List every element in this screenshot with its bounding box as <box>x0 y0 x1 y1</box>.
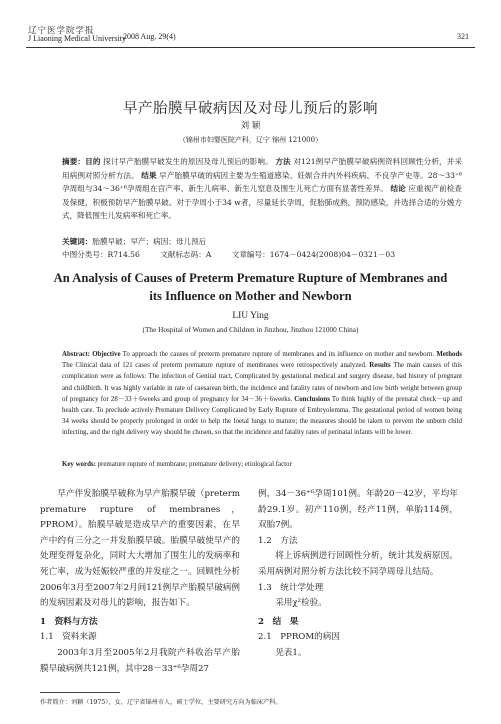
section-2-1-text: 见表1。 <box>275 647 307 658</box>
results-text-cn: 早产胎膜早破的病因主要为生殖道感染、妊娠合并内外科疾病、不良孕产史等。28～33⁺⁶孕周组与34～36⁺⁶孕周组在宫产率、新生儿病率、新生儿窒息及围生儿死亡方面有显著性差异。 <box>62 170 462 193</box>
footnote-rule <box>40 692 120 693</box>
body-column-right <box>258 487 458 662</box>
section-1-1-heading: 1.1 资料来源 <box>40 632 97 643</box>
keywords-text-en: premature rupture of membrane; premature delivery; etiological factor <box>97 461 292 468</box>
article-title-en <box>0 270 501 305</box>
results-text-en: The main causes of this complication were as follows: The infection of Genital tract, Complicated by gestational medical and surgery disease, bad history of pregnant and childbirth. It was highly variable in rate of caesarean birth, the incidence and fatality rates of newborn and low birth weight between group of pregnancy for 28－33＋6weeks and group of pregnancy for 34－36＋6weeks. <box>62 362 462 403</box>
results-label-cn: 结果 <box>141 170 157 180</box>
section-1-heading: 1 资料与方法 <box>40 616 98 627</box>
section-1-2-text: 将上诉病例进行回顾性分析，统计其发病原因。采用病例对照分析方法比较不同孕周母儿结局。 <box>258 551 458 577</box>
objective-label-cn: 目的 <box>85 157 101 166</box>
keywords-label-cn: 关键词： <box>62 237 93 246</box>
clc-number: 中图分类号：R714.56 <box>62 250 140 259</box>
keywords-en <box>62 461 482 468</box>
article-title-en-line1: An Analysis of Causes of Preterm Premature Rupture of Membranes and <box>53 271 448 285</box>
objective-label-en: Objective <box>92 351 121 358</box>
author-footnote: 作者简介：刘颖（1975），女，辽宁省锦州市人，硕士学位，主要研究方向为临床产科。 <box>40 699 282 706</box>
section-1-3-text: 采用χ²检验。 <box>275 598 327 609</box>
journal-issue: 2008 Aug. 29(4) <box>123 32 176 41</box>
objective-text-cn: 探讨早产胎膜早破发生的原因及母儿预后的影响。 <box>103 157 273 166</box>
section-2-heading: 2 结 果 <box>258 616 299 627</box>
abstract-cn <box>62 155 462 223</box>
conclusion-label-cn: 结论 <box>390 184 406 193</box>
article-title-en-line2: its Influence on Mother and Newborn <box>149 288 352 303</box>
abstract-en <box>62 349 462 439</box>
author-en: LIU Ying <box>232 311 269 321</box>
article-title-cn: 早产胎膜早破病因及对母儿预后的影响 <box>123 101 378 117</box>
abstract-label-cn: 摘要： <box>62 157 86 166</box>
page-number: 321 <box>457 32 469 41</box>
section-2-1-heading: 2.1 PPROM的病因 <box>258 632 340 643</box>
author-cn: 刘 颖 <box>240 121 261 131</box>
methods-label-cn: 方法 <box>275 157 291 166</box>
conclusion-text-en: To think highly of the prenatal check－up and health care. To preclude actively Premature Delivery Complicated by Early Rupture of Embryolemma. The gestational period of women being 34 weeks should be properly prolonged in order to help the foetal lungs to mature; the measures should be taken to prevent the unborn child infecting, and the right delivery way should be chosen, so that the incidence and fatality rates of perinatal infants will be lower. <box>62 395 463 437</box>
keywords-cn <box>62 236 206 247</box>
keywords-label-en: Key words: <box>62 461 96 468</box>
journal-name-en: J Liaoning Medical University <box>28 34 126 43</box>
document-code: 文献标志码：A <box>160 250 212 259</box>
section-1-3-heading: 1.3 统计学处理 <box>258 582 324 593</box>
methods-text-en: The Clinical data of 121 cases of preterm premature rupture of membranes were retrospectively analyzed. <box>62 362 367 370</box>
journal-name-cn: 辽宁医学院学报 <box>28 26 95 36</box>
methods-text-cn: 对121例早产胎膜早破病例资料回顾性分析，并采用病例对照分析方法。 <box>62 157 463 180</box>
results-label-en: Results <box>369 362 391 370</box>
affiliation-en: (The Hospital of Women and Children in Jinzhou, Jinzhou 121000 China) <box>142 325 359 334</box>
keywords-text-cn: 胎膜早破；早产；病因；母儿预后 <box>92 237 207 246</box>
article-number: 文章编号：1674－0424(2008)04－0321－03 <box>231 250 396 259</box>
section-1-2-heading: 1.2 方法 <box>258 535 298 546</box>
conclusion-text-cn: 应重视产前检查及保健，积极预防早产胎膜早破。对于孕周小于34 w者，尽量延长孕周，促胎肺成熟，预防感染，并选择合适的分娩方式，降低围生儿发病率和死亡率。 <box>62 184 463 220</box>
section-1-1-continued: 例，34－36⁺⁶孕周101例。年龄20－42岁，平均年龄29.1岁。初产110例，经产11例，单胎114例，双胎7例。 <box>258 489 458 531</box>
conclusion-label-en: Conclusions <box>294 395 330 403</box>
affiliation-cn: （锦州市妇婴医院产科，辽宁 锦州 121000） <box>178 136 323 144</box>
intro-paragraph: 早产伴发胎膜早破称为早产胎膜早破（preterm premature rupture of membranes，PPROM）。胎膜早破是造成早产的重要因素，在早产中约有三分之一并发胎膜早破。胎膜早破使早产的处理变得复杂化，同时大大增加了围生儿的发病率和死亡率，成为妊娠较严重的并发症之一。回顾性分析2006年3月至2007年2月间121例早产胎膜早破病例的发病因素及对母儿的影响，报告如下。 <box>40 489 240 609</box>
classification-row <box>62 249 482 260</box>
section-1-1-text: 2003年3月至2005年2月我院产科收治早产胎膜早破病例共121例，其中28－33⁺⁶孕周27 <box>40 647 240 674</box>
body-column-left <box>40 487 240 677</box>
abstract-label-en: Abstract: <box>62 351 90 358</box>
objective-text-en: To approach the causes of preterm premature rupture of membranes and its influence on mother and newborn. <box>122 351 435 358</box>
header-rule <box>26 47 475 48</box>
methods-label-en: Methods <box>436 351 462 358</box>
